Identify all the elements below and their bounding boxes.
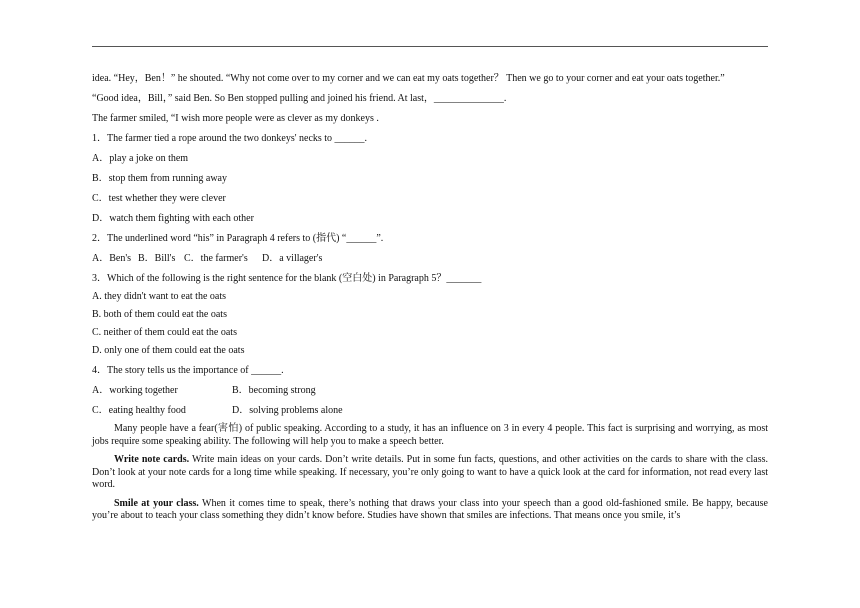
question-stem: 4．The story tells us the importance of ______.: [92, 365, 284, 376]
answer-option: A．Ben's: [92, 253, 132, 264]
paragraph-text: Write main ideas on your cards. Don’t write details. Put in some fun facts, questions, and other activities on the cards to share with the class. Don’t look at your note cards for a long time while speaking. If necessary, you’re only going to want to have a quick look at the card for information, not read every last word.: [92, 454, 769, 490]
question-stem: 1．The farmer tied a rope around the two donkeys' necks to ______.: [92, 133, 368, 144]
header-rule: [92, 46, 768, 47]
story-line: The farmer smiled, “I wish more people were as clever as my donkeys .: [92, 113, 379, 124]
answer-option: D．watch them fighting with each other: [92, 213, 254, 224]
passage-paragraph: [92, 498, 768, 523]
answer-option: C．eating healthy food: [92, 405, 186, 416]
story-line: idea. “Hey，Ben！” he shouted. “Why not come over to my corner and we can eat my oats together？ Then we go to your corner and eat your oats together.”: [92, 73, 725, 84]
answer-option: D．a villager's: [262, 253, 323, 264]
question-stem: 3．Which of the following is the right sentence for the blank (空白处) in Paragraph 5？_______: [92, 273, 482, 284]
story-line: “Good idea，Bill，” said Ben. So Ben stopped pulling and joined his friend. At last，______________.: [92, 93, 507, 104]
passage-paragraph: [92, 454, 768, 492]
answer-option: A. they didn't want to eat the oats: [92, 291, 226, 302]
answer-options-row: [92, 404, 768, 417]
answer-option: C. neither of them could eat the oats: [92, 327, 237, 338]
answer-option: B．Bill's: [138, 253, 176, 264]
answer-option: A．working together: [92, 385, 178, 396]
answer-options-row: [92, 384, 768, 397]
passage-intro: Many people have a fear(害怕) of public speaking. According to a study, it has an influence on 3 in every 4 people. This fact is surprising and worrying, as most jobs require some speaking ability. The following will help you to make a speech better.: [92, 423, 768, 447]
answer-option: B. both of them could eat the oats: [92, 309, 227, 320]
paragraph-heading: Smile at your class.: [114, 497, 199, 509]
answer-option: B．stop them from running away: [92, 173, 227, 184]
answer-options-row: [92, 252, 768, 265]
paragraph-heading: Write note cards.: [114, 454, 190, 465]
answer-option: B．becoming strong: [232, 385, 316, 396]
paragraph-text: When it comes time to speak, there’s nothing that draws your class into your speech than a good old-fashioned smile. Be happy, because you’re about to teach your class something they didn’t know before. Studies have shown that smiles are infections. That means once you smile, it’s: [92, 497, 768, 521]
answer-option: C．test whether they were clever: [92, 193, 226, 204]
answer-option: D. only one of them could eat the oats: [92, 345, 245, 356]
question-stem: 2．The underlined word “his” in Paragraph 4 refers to (指代) “______”.: [92, 233, 384, 244]
answer-option: C．the farmer's: [184, 253, 248, 264]
answer-option: D．solving problems alone: [232, 405, 343, 416]
document-body: [92, 72, 768, 523]
answer-option: A．play a joke on them: [92, 153, 189, 164]
